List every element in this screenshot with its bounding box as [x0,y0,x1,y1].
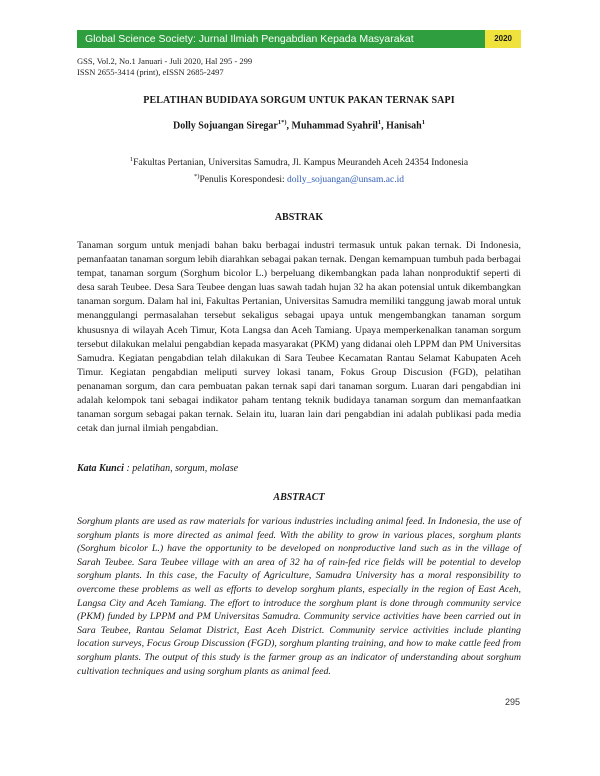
keywords-line [77,463,238,474]
affiliation-block [77,153,521,187]
keywords-value: : pelatihan, sorgum, molase [123,463,239,474]
affiliation-line [77,153,521,170]
citation-meta [77,56,252,78]
corresponding-line [77,170,521,187]
journal-title: Global Science Society: Jurnal Ilmiah Pengabdian Kepada Masyarakat [85,33,414,45]
author-list: Dolly Sojuangan Siregar$^{1*)}$, Muhammad Syahril$^1$, Hanisah$^1$ [173,119,425,132]
abstract-body: Sorghum plants are used as raw materials for various industries including animal feed. In Indonesia, the use of sorghum plants is more directed as animal feed. With the ability to grow in various places, sorghum plants (Sorghum bicolor L.) have the opportunity to be developed on nonproductive land such as in the village of Sarah Teubee. Sara Teubee village with an area of 32 ha of rain-fed rice fields will be potential to develop sorghum plants. In this case, the Faculty of Agriculture, Samudra University has a moral responsibility to overcome these problems as well as efforts to develop sorghum plants, especially in the region of East Aceh, Langsa City and Aceh Tamiang. The effort to introduce the sorghum plant is done through community service (PKM) funded by LPPM and PM Universitas Samudra. Community service activities have been carried out in Sara Teubee, Rantau Selamat District, East Aceh District. Community service activities include planting location surveys, Focus Group Discussion (FGD), sorghum planting training, and how to make cattle feed from sorghum plants. The output of this study is the farmer group as an indicator of understanding about sorghum cultivation techniques and using sorghum plants as animal feed. [77,516,521,677]
volume-line: GSS, Vol.2, No.1 Januari - Juli 2020, Hal 295 - 299 [77,56,253,66]
abstrak-heading: ABSTRAK [274,212,324,223]
corresponding-email-link[interactable]: dolly_sojuangan@unsam.ac.id [287,175,404,186]
affil-mark: 1 [129,156,134,163]
author-affil-mark: 1 [377,119,382,126]
corr-label: Penulis Korespondesi: [199,175,288,186]
paper-title: PELATIHAN BUDIDAYA SORGUM UNTUK PAKAN TERNAK SAPI [143,95,455,106]
author-affil-mark: 1 [421,119,425,126]
author-name: Muhammad Syahril [291,120,378,132]
affiliation-text: Fakultas Pertanian, Universitas Samudra, Jl. Kampus Meurandeh Aceh 24354 Indonesia [133,158,469,169]
page-number: 295 [505,697,521,707]
journal-year-badge: 2020 [485,30,521,48]
journal-header-bar [77,30,521,48]
keywords-label: Kata Kunci [77,463,124,474]
abstrak-body: Tanaman sorgum untuk menjadi bahan baku berbagai industri termasuk untuk pakan ternak. Di Indonesia, pemanfaatan tanaman sorgum lebih diarahkan sebagai pakan ternak. Dengan kemampuan tumbuh pada berbagai tempat, tanaman sorgum (Sorghum bicolor L.) berpeluang dikembangkan pada lahan nonproduktif seperti di desa sarah Teubee. Desa Sara Teubee dengan luas sawah tadah hujan 32 ha akan potensial untuk dikembangkan tanaman sorgum. Dalam hal ini, Fakultas Pertanian, Universitas Samudra memiliki tanggung jawab moral untuk menanggulangi permasalahan tersebut sekaligus sebagai upaya untuk mengembangkan tanaman sorgum khususnya di wilayah Aceh Timur, Kota Langsa dan Aceh Tamiang. Upaya memperkenalkan tanaman sorgum tersebut dilakukan melalui pengabdian kepada masyarakat (PKM) yang didanai oleh LPPM dan PM Universitas Samudra. Kegiatan pengabdian telah dilakukan di Sara Teubee Kecamatan Rantau Selamat Kabupaten Aceh Timur. Kegiatan pengabdian meliputi survey lokasi tanam, Fokus Group Discusion (FGD), pelatihan penanaman sorgum, dan cara pembuatan pakan ternak sapi dari tanaman sorgum. Luaran dari pengabdian ini adalah kelompok tani sebagai indikator paham tentang teknik budidaya tanaman sorgum dan memanfaatkan tanaman sorgum sebagai pakan ternak. Selain itu, luaran lain dari pengabdian ini adalah publikasi pada media cetak dan jurnal ilmiah pengabdian. [77,240,521,435]
author-affil-mark: 1*) [277,119,287,126]
author-name: Hanisah [386,120,422,132]
author-name: Dolly Sojuangan Siregar [173,120,278,132]
corr-mark: *) [194,173,200,181]
issn-line: ISSN 2655-3414 (print), eISSN 2685-2497 [77,67,224,77]
abstract-heading: ABSTRACT [273,492,325,503]
